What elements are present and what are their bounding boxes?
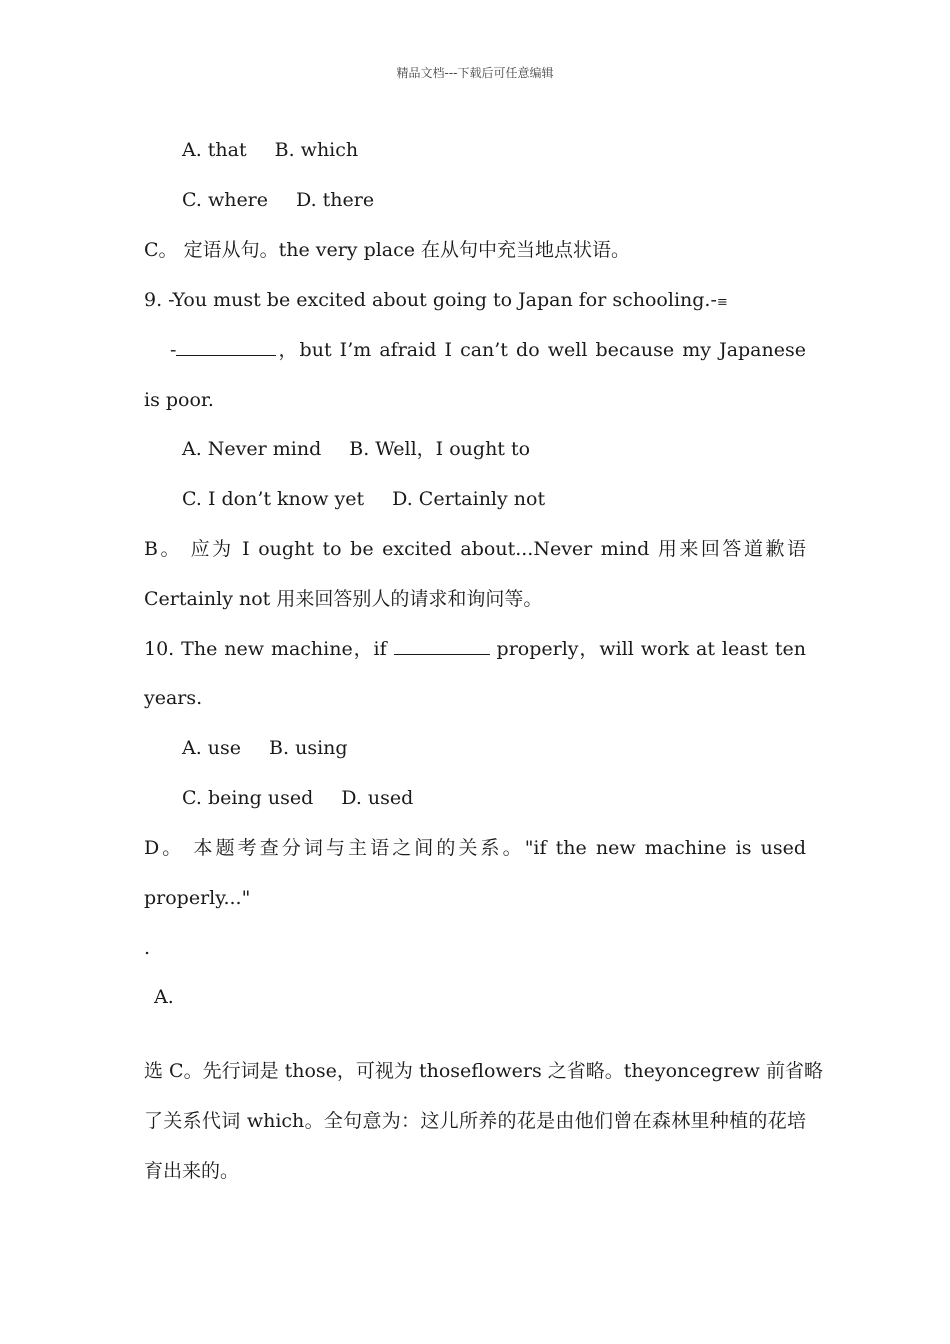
final-answer-line-2: 了关系代词 which。全句意为：这儿所养的花是由他们曾在森林里种植的花培: [144, 1110, 806, 1132]
q8-answer: C。 定语从句。the very place 在从句中充当地点状语。: [144, 239, 631, 261]
q9-options-row-2: [182, 484, 844, 514]
q9-reply-continued: is poor.: [144, 389, 214, 411]
q10-stem-suffix: properly，will work at least ten: [496, 638, 807, 660]
q9-options-row-1: [182, 434, 844, 464]
q9-reply: [170, 335, 806, 365]
q9-reply-prefix: -: [170, 339, 177, 361]
q10-answer-line-2: properly...": [144, 887, 251, 909]
q8-option-c: C. where: [182, 189, 269, 211]
q9-option-d: D. Certainly not: [392, 488, 546, 510]
q10-answer-blank: [394, 636, 490, 655]
q9-option-b: B. Well，I ought to: [349, 438, 531, 460]
q10-options-row-1: [182, 733, 844, 763]
q8-options-row-1: [182, 135, 844, 165]
q9-line-mark: ≡: [716, 295, 728, 310]
q9-answer-blank: [176, 337, 276, 356]
fragment-option: A.: [154, 986, 174, 1008]
q9-answer-line-2: Certainly not 用来回答别人的请求和询问等。: [144, 588, 543, 610]
q9-reply-text: ，but I’m afraid I can’t do well because my Japanese: [276, 339, 806, 361]
q8-option-b: B. which: [274, 139, 359, 161]
q8-option-d: D. there: [296, 189, 375, 211]
q8-options-row-2: [182, 185, 844, 215]
q9-stem: [144, 285, 806, 318]
q9-option-c: C. I don’t know yet: [182, 488, 365, 510]
q10-options-row-2: [182, 783, 844, 813]
q10-answer-line-1: D。 本题考查分词与主语之间的关系。"if the new machine is used: [144, 837, 806, 859]
q10-option-d: D. used: [341, 787, 414, 809]
q10-stem-prefix: 10. The new machine，if: [144, 638, 387, 660]
q9-answer-line-1: B。 应为 I ought to be excited about...Never mind 用来回答道歉语: [144, 538, 806, 560]
fragment-dot: .: [144, 937, 151, 959]
page-header: 精品文档---下载后可任意编辑: [396, 66, 554, 80]
q9-option-a: A. Never mind: [182, 438, 322, 460]
final-answer-line-3: 育出来的。: [144, 1160, 240, 1182]
q10-option-a: A. use: [182, 737, 242, 759]
q10-stem-continued: years.: [144, 687, 203, 709]
q9-stem-text: 9. -You must be excited about going to Japan for schooling.-: [144, 289, 717, 311]
final-answer-line-1: 选 C。先行词是 those，可视为 thoseflowers 之省略。theyoncegrew 前省略: [144, 1060, 823, 1082]
q10-stem: [144, 634, 806, 664]
q10-option-b: B. using: [269, 737, 348, 759]
q8-option-a: A. that: [182, 139, 247, 161]
q10-option-c: C. being used: [182, 787, 314, 809]
